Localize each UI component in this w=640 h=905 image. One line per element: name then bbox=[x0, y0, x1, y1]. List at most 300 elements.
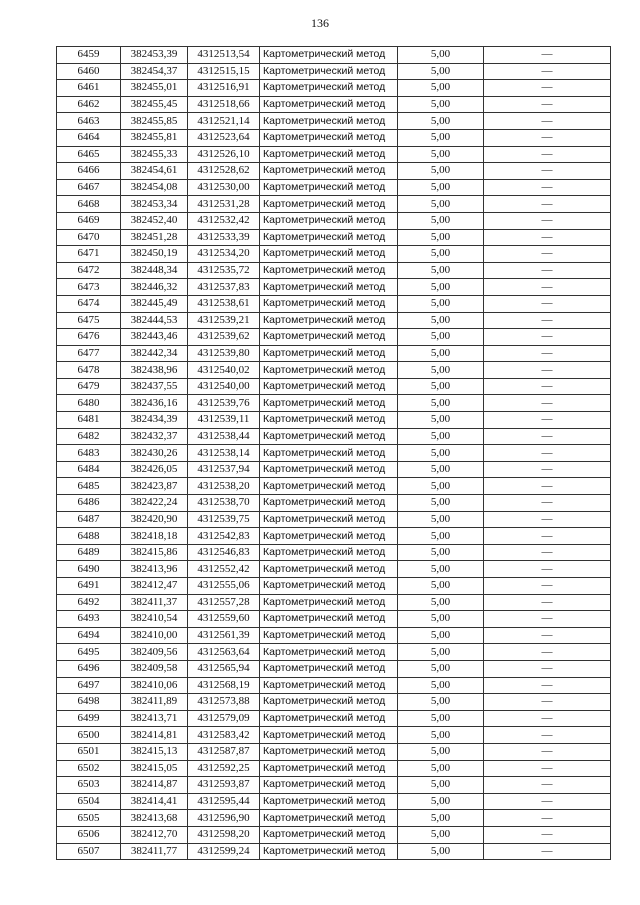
coordinates-table bbox=[56, 46, 611, 860]
x-coordinate-cell: 382444,53 bbox=[121, 312, 188, 329]
description-cell: — bbox=[484, 594, 611, 611]
x-coordinate-cell: 382454,08 bbox=[121, 179, 188, 196]
table-row bbox=[57, 793, 611, 810]
y-coordinate-cell: 4312539,11 bbox=[188, 412, 260, 429]
point-number-cell: 6477 bbox=[57, 345, 121, 362]
table-row bbox=[57, 710, 611, 727]
x-coordinate-cell: 382413,96 bbox=[121, 561, 188, 578]
table-row bbox=[57, 229, 611, 246]
y-coordinate-cell: 4312561,39 bbox=[188, 627, 260, 644]
point-number-cell: 6503 bbox=[57, 777, 121, 794]
y-coordinate-cell: 4312516,91 bbox=[188, 80, 260, 97]
table-row bbox=[57, 212, 611, 229]
accuracy-cell: 5,00 bbox=[398, 113, 484, 130]
method-cell: Картометрический метод bbox=[260, 826, 398, 843]
x-coordinate-cell: 382453,39 bbox=[121, 47, 188, 64]
method-cell: Картометрический метод bbox=[260, 694, 398, 711]
method-cell: Картометрический метод bbox=[260, 362, 398, 379]
description-cell: — bbox=[484, 47, 611, 64]
accuracy-cell: 5,00 bbox=[398, 528, 484, 545]
y-coordinate-cell: 4312598,20 bbox=[188, 826, 260, 843]
table-row bbox=[57, 312, 611, 329]
method-cell: Картометрический метод bbox=[260, 727, 398, 744]
point-number-cell: 6490 bbox=[57, 561, 121, 578]
point-number-cell: 6479 bbox=[57, 378, 121, 395]
method-cell: Картометрический метод bbox=[260, 63, 398, 80]
table-row bbox=[57, 96, 611, 113]
x-coordinate-cell: 382409,58 bbox=[121, 660, 188, 677]
accuracy-cell: 5,00 bbox=[398, 129, 484, 146]
point-number-cell: 6483 bbox=[57, 445, 121, 462]
x-coordinate-cell: 382434,39 bbox=[121, 412, 188, 429]
accuracy-cell: 5,00 bbox=[398, 345, 484, 362]
method-cell: Картометрический метод bbox=[260, 262, 398, 279]
table-row bbox=[57, 495, 611, 512]
description-cell: — bbox=[484, 163, 611, 180]
description-cell: — bbox=[484, 212, 611, 229]
point-number-cell: 6473 bbox=[57, 279, 121, 296]
method-cell: Картометрический метод bbox=[260, 47, 398, 64]
point-number-cell: 6470 bbox=[57, 229, 121, 246]
table-row bbox=[57, 461, 611, 478]
point-number-cell: 6462 bbox=[57, 96, 121, 113]
accuracy-cell: 5,00 bbox=[398, 428, 484, 445]
point-number-cell: 6486 bbox=[57, 495, 121, 512]
point-number-cell: 6476 bbox=[57, 329, 121, 346]
x-coordinate-cell: 382411,89 bbox=[121, 694, 188, 711]
point-number-cell: 6494 bbox=[57, 627, 121, 644]
x-coordinate-cell: 382453,34 bbox=[121, 196, 188, 213]
method-cell: Картометрический метод bbox=[260, 378, 398, 395]
point-number-cell: 6491 bbox=[57, 578, 121, 595]
description-cell: — bbox=[484, 660, 611, 677]
method-cell: Картометрический метод bbox=[260, 660, 398, 677]
y-coordinate-cell: 4312515,15 bbox=[188, 63, 260, 80]
accuracy-cell: 5,00 bbox=[398, 362, 484, 379]
point-number-cell: 6461 bbox=[57, 80, 121, 97]
accuracy-cell: 5,00 bbox=[398, 810, 484, 827]
method-cell: Картометрический метод bbox=[260, 578, 398, 595]
point-number-cell: 6495 bbox=[57, 644, 121, 661]
y-coordinate-cell: 4312568,19 bbox=[188, 677, 260, 694]
x-coordinate-cell: 382409,56 bbox=[121, 644, 188, 661]
table-row bbox=[57, 777, 611, 794]
accuracy-cell: 5,00 bbox=[398, 163, 484, 180]
accuracy-cell: 5,00 bbox=[398, 395, 484, 412]
y-coordinate-cell: 4312537,94 bbox=[188, 461, 260, 478]
table-row bbox=[57, 561, 611, 578]
point-number-cell: 6489 bbox=[57, 544, 121, 561]
point-number-cell: 6484 bbox=[57, 461, 121, 478]
y-coordinate-cell: 4312513,54 bbox=[188, 47, 260, 64]
table-row bbox=[57, 279, 611, 296]
x-coordinate-cell: 382410,06 bbox=[121, 677, 188, 694]
point-number-cell: 6487 bbox=[57, 511, 121, 528]
table-row bbox=[57, 445, 611, 462]
y-coordinate-cell: 4312533,39 bbox=[188, 229, 260, 246]
method-cell: Картометрический метод bbox=[260, 611, 398, 628]
x-coordinate-cell: 382442,34 bbox=[121, 345, 188, 362]
point-number-cell: 6488 bbox=[57, 528, 121, 545]
x-coordinate-cell: 382455,85 bbox=[121, 113, 188, 130]
accuracy-cell: 5,00 bbox=[398, 660, 484, 677]
x-coordinate-cell: 382414,41 bbox=[121, 793, 188, 810]
point-number-cell: 6498 bbox=[57, 694, 121, 711]
accuracy-cell: 5,00 bbox=[398, 578, 484, 595]
description-cell: — bbox=[484, 561, 611, 578]
description-cell: — bbox=[484, 445, 611, 462]
description-cell: — bbox=[484, 129, 611, 146]
y-coordinate-cell: 4312587,87 bbox=[188, 743, 260, 760]
y-coordinate-cell: 4312557,28 bbox=[188, 594, 260, 611]
description-cell: — bbox=[484, 777, 611, 794]
accuracy-cell: 5,00 bbox=[398, 710, 484, 727]
y-coordinate-cell: 4312555,06 bbox=[188, 578, 260, 595]
description-cell: — bbox=[484, 461, 611, 478]
accuracy-cell: 5,00 bbox=[398, 694, 484, 711]
accuracy-cell: 5,00 bbox=[398, 229, 484, 246]
y-coordinate-cell: 4312528,62 bbox=[188, 163, 260, 180]
y-coordinate-cell: 4312535,72 bbox=[188, 262, 260, 279]
table-row bbox=[57, 47, 611, 64]
point-number-cell: 6459 bbox=[57, 47, 121, 64]
accuracy-cell: 5,00 bbox=[398, 179, 484, 196]
y-coordinate-cell: 4312539,75 bbox=[188, 511, 260, 528]
point-number-cell: 6469 bbox=[57, 212, 121, 229]
description-cell: — bbox=[484, 743, 611, 760]
table-row bbox=[57, 295, 611, 312]
x-coordinate-cell: 382418,18 bbox=[121, 528, 188, 545]
description-cell: — bbox=[484, 96, 611, 113]
table-row bbox=[57, 511, 611, 528]
y-coordinate-cell: 4312526,10 bbox=[188, 146, 260, 163]
y-coordinate-cell: 4312538,14 bbox=[188, 445, 260, 462]
method-cell: Картометрический метод bbox=[260, 179, 398, 196]
point-number-cell: 6499 bbox=[57, 710, 121, 727]
accuracy-cell: 5,00 bbox=[398, 495, 484, 512]
point-number-cell: 6485 bbox=[57, 478, 121, 495]
y-coordinate-cell: 4312538,44 bbox=[188, 428, 260, 445]
accuracy-cell: 5,00 bbox=[398, 561, 484, 578]
x-coordinate-cell: 382455,81 bbox=[121, 129, 188, 146]
description-cell: — bbox=[484, 810, 611, 827]
y-coordinate-cell: 4312592,25 bbox=[188, 760, 260, 777]
y-coordinate-cell: 4312540,00 bbox=[188, 378, 260, 395]
x-coordinate-cell: 382415,13 bbox=[121, 743, 188, 760]
table-row bbox=[57, 80, 611, 97]
table-row bbox=[57, 743, 611, 760]
accuracy-cell: 5,00 bbox=[398, 544, 484, 561]
method-cell: Картометрический метод bbox=[260, 511, 398, 528]
description-cell: — bbox=[484, 295, 611, 312]
x-coordinate-cell: 382426,05 bbox=[121, 461, 188, 478]
description-cell: — bbox=[484, 710, 611, 727]
x-coordinate-cell: 382450,19 bbox=[121, 246, 188, 263]
x-coordinate-cell: 382423,87 bbox=[121, 478, 188, 495]
x-coordinate-cell: 382415,86 bbox=[121, 544, 188, 561]
table-row bbox=[57, 594, 611, 611]
description-cell: — bbox=[484, 793, 611, 810]
accuracy-cell: 5,00 bbox=[398, 760, 484, 777]
x-coordinate-cell: 382438,96 bbox=[121, 362, 188, 379]
x-coordinate-cell: 382437,55 bbox=[121, 378, 188, 395]
method-cell: Картометрический метод bbox=[260, 279, 398, 296]
method-cell: Картометрический метод bbox=[260, 760, 398, 777]
method-cell: Картометрический метод bbox=[260, 528, 398, 545]
page-number: 136 bbox=[311, 16, 329, 30]
accuracy-cell: 5,00 bbox=[398, 793, 484, 810]
method-cell: Картометрический метод bbox=[260, 146, 398, 163]
description-cell: — bbox=[484, 428, 611, 445]
y-coordinate-cell: 4312563,64 bbox=[188, 644, 260, 661]
x-coordinate-cell: 382411,77 bbox=[121, 843, 188, 860]
method-cell: Картометрический метод bbox=[260, 777, 398, 794]
description-cell: — bbox=[484, 644, 611, 661]
description-cell: — bbox=[484, 179, 611, 196]
point-number-cell: 6504 bbox=[57, 793, 121, 810]
table-row bbox=[57, 544, 611, 561]
point-number-cell: 6464 bbox=[57, 129, 121, 146]
description-cell: — bbox=[484, 329, 611, 346]
method-cell: Картометрический метод bbox=[260, 212, 398, 229]
table-row bbox=[57, 611, 611, 628]
description-cell: — bbox=[484, 544, 611, 561]
table-row bbox=[57, 262, 611, 279]
table-row bbox=[57, 528, 611, 545]
table-row bbox=[57, 362, 611, 379]
description-cell: — bbox=[484, 843, 611, 860]
table-row bbox=[57, 163, 611, 180]
description-cell: — bbox=[484, 478, 611, 495]
x-coordinate-cell: 382413,68 bbox=[121, 810, 188, 827]
method-cell: Картометрический метод bbox=[260, 96, 398, 113]
x-coordinate-cell: 382422,24 bbox=[121, 495, 188, 512]
table-row bbox=[57, 129, 611, 146]
accuracy-cell: 5,00 bbox=[398, 146, 484, 163]
point-number-cell: 6482 bbox=[57, 428, 121, 445]
y-coordinate-cell: 4312539,76 bbox=[188, 395, 260, 412]
table-row bbox=[57, 826, 611, 843]
method-cell: Картометрический метод bbox=[260, 129, 398, 146]
y-coordinate-cell: 4312539,21 bbox=[188, 312, 260, 329]
point-number-cell: 6502 bbox=[57, 760, 121, 777]
method-cell: Картометрический метод bbox=[260, 810, 398, 827]
method-cell: Картометрический метод bbox=[260, 561, 398, 578]
y-coordinate-cell: 4312595,44 bbox=[188, 793, 260, 810]
accuracy-cell: 5,00 bbox=[398, 843, 484, 860]
description-cell: — bbox=[484, 495, 611, 512]
table-body bbox=[57, 47, 611, 860]
description-cell: — bbox=[484, 694, 611, 711]
description-cell: — bbox=[484, 345, 611, 362]
method-cell: Картометрический метод bbox=[260, 710, 398, 727]
table-row bbox=[57, 478, 611, 495]
method-cell: Картометрический метод bbox=[260, 644, 398, 661]
table-row bbox=[57, 760, 611, 777]
accuracy-cell: 5,00 bbox=[398, 461, 484, 478]
point-number-cell: 6478 bbox=[57, 362, 121, 379]
point-number-cell: 6480 bbox=[57, 395, 121, 412]
x-coordinate-cell: 382448,34 bbox=[121, 262, 188, 279]
point-number-cell: 6465 bbox=[57, 146, 121, 163]
method-cell: Картометрический метод bbox=[260, 295, 398, 312]
y-coordinate-cell: 4312537,83 bbox=[188, 279, 260, 296]
method-cell: Картометрический метод bbox=[260, 627, 398, 644]
accuracy-cell: 5,00 bbox=[398, 80, 484, 97]
y-coordinate-cell: 4312538,20 bbox=[188, 478, 260, 495]
description-cell: — bbox=[484, 760, 611, 777]
table-row bbox=[57, 179, 611, 196]
x-coordinate-cell: 382445,49 bbox=[121, 295, 188, 312]
table-row bbox=[57, 627, 611, 644]
y-coordinate-cell: 4312531,28 bbox=[188, 196, 260, 213]
table-row bbox=[57, 412, 611, 429]
point-number-cell: 6467 bbox=[57, 179, 121, 196]
x-coordinate-cell: 382455,45 bbox=[121, 96, 188, 113]
table-row bbox=[57, 660, 611, 677]
x-coordinate-cell: 382443,46 bbox=[121, 329, 188, 346]
x-coordinate-cell: 382430,26 bbox=[121, 445, 188, 462]
y-coordinate-cell: 4312539,80 bbox=[188, 345, 260, 362]
point-number-cell: 6471 bbox=[57, 246, 121, 263]
table-row bbox=[57, 329, 611, 346]
y-coordinate-cell: 4312518,66 bbox=[188, 96, 260, 113]
accuracy-cell: 5,00 bbox=[398, 47, 484, 64]
description-cell: — bbox=[484, 627, 611, 644]
y-coordinate-cell: 4312534,20 bbox=[188, 246, 260, 263]
accuracy-cell: 5,00 bbox=[398, 826, 484, 843]
method-cell: Картометрический метод bbox=[260, 113, 398, 130]
accuracy-cell: 5,00 bbox=[398, 96, 484, 113]
table-row bbox=[57, 246, 611, 263]
accuracy-cell: 5,00 bbox=[398, 743, 484, 760]
point-number-cell: 6466 bbox=[57, 163, 121, 180]
y-coordinate-cell: 4312530,00 bbox=[188, 179, 260, 196]
y-coordinate-cell: 4312523,64 bbox=[188, 129, 260, 146]
x-coordinate-cell: 382410,00 bbox=[121, 627, 188, 644]
x-coordinate-cell: 382455,01 bbox=[121, 80, 188, 97]
method-cell: Картометрический метод bbox=[260, 793, 398, 810]
point-number-cell: 6505 bbox=[57, 810, 121, 827]
point-number-cell: 6493 bbox=[57, 611, 121, 628]
y-coordinate-cell: 4312593,87 bbox=[188, 777, 260, 794]
x-coordinate-cell: 382410,54 bbox=[121, 611, 188, 628]
description-cell: — bbox=[484, 279, 611, 296]
x-coordinate-cell: 382446,32 bbox=[121, 279, 188, 296]
x-coordinate-cell: 382411,37 bbox=[121, 594, 188, 611]
point-number-cell: 6496 bbox=[57, 660, 121, 677]
description-cell: — bbox=[484, 63, 611, 80]
accuracy-cell: 5,00 bbox=[398, 262, 484, 279]
x-coordinate-cell: 382414,87 bbox=[121, 777, 188, 794]
y-coordinate-cell: 4312542,83 bbox=[188, 528, 260, 545]
accuracy-cell: 5,00 bbox=[398, 312, 484, 329]
x-coordinate-cell: 382415,05 bbox=[121, 760, 188, 777]
description-cell: — bbox=[484, 611, 611, 628]
y-coordinate-cell: 4312538,61 bbox=[188, 295, 260, 312]
x-coordinate-cell: 382412,47 bbox=[121, 578, 188, 595]
description-cell: — bbox=[484, 511, 611, 528]
accuracy-cell: 5,00 bbox=[398, 478, 484, 495]
x-coordinate-cell: 382451,28 bbox=[121, 229, 188, 246]
table-row bbox=[57, 146, 611, 163]
x-coordinate-cell: 382454,61 bbox=[121, 163, 188, 180]
y-coordinate-cell: 4312538,70 bbox=[188, 495, 260, 512]
description-cell: — bbox=[484, 312, 611, 329]
description-cell: — bbox=[484, 362, 611, 379]
y-coordinate-cell: 4312552,42 bbox=[188, 561, 260, 578]
description-cell: — bbox=[484, 378, 611, 395]
method-cell: Картометрический метод bbox=[260, 229, 398, 246]
method-cell: Картометрический метод bbox=[260, 412, 398, 429]
table-row bbox=[57, 378, 611, 395]
table-row bbox=[57, 196, 611, 213]
method-cell: Картометрический метод bbox=[260, 428, 398, 445]
point-number-cell: 6506 bbox=[57, 826, 121, 843]
method-cell: Картометрический метод bbox=[260, 544, 398, 561]
y-coordinate-cell: 4312559,60 bbox=[188, 611, 260, 628]
point-number-cell: 6468 bbox=[57, 196, 121, 213]
description-cell: — bbox=[484, 113, 611, 130]
accuracy-cell: 5,00 bbox=[398, 279, 484, 296]
x-coordinate-cell: 382412,70 bbox=[121, 826, 188, 843]
y-coordinate-cell: 4312521,14 bbox=[188, 113, 260, 130]
description-cell: — bbox=[484, 528, 611, 545]
point-number-cell: 6492 bbox=[57, 594, 121, 611]
accuracy-cell: 5,00 bbox=[398, 212, 484, 229]
method-cell: Картометрический метод bbox=[260, 163, 398, 180]
description-cell: — bbox=[484, 229, 611, 246]
x-coordinate-cell: 382436,16 bbox=[121, 395, 188, 412]
table-row bbox=[57, 644, 611, 661]
method-cell: Картометрический метод bbox=[260, 196, 398, 213]
accuracy-cell: 5,00 bbox=[398, 677, 484, 694]
accuracy-cell: 5,00 bbox=[398, 611, 484, 628]
method-cell: Картометрический метод bbox=[260, 495, 398, 512]
x-coordinate-cell: 382432,37 bbox=[121, 428, 188, 445]
accuracy-cell: 5,00 bbox=[398, 412, 484, 429]
accuracy-cell: 5,00 bbox=[398, 378, 484, 395]
description-cell: — bbox=[484, 578, 611, 595]
accuracy-cell: 5,00 bbox=[398, 727, 484, 744]
x-coordinate-cell: 382414,81 bbox=[121, 727, 188, 744]
accuracy-cell: 5,00 bbox=[398, 594, 484, 611]
table-row bbox=[57, 63, 611, 80]
accuracy-cell: 5,00 bbox=[398, 63, 484, 80]
method-cell: Картометрический метод bbox=[260, 478, 398, 495]
point-number-cell: 6497 bbox=[57, 677, 121, 694]
table-row bbox=[57, 677, 611, 694]
table-row bbox=[57, 727, 611, 744]
method-cell: Картометрический метод bbox=[260, 345, 398, 362]
description-cell: — bbox=[484, 395, 611, 412]
y-coordinate-cell: 4312583,42 bbox=[188, 727, 260, 744]
method-cell: Картометрический метод bbox=[260, 445, 398, 462]
point-number-cell: 6501 bbox=[57, 743, 121, 760]
method-cell: Картометрический метод bbox=[260, 312, 398, 329]
x-coordinate-cell: 382452,40 bbox=[121, 212, 188, 229]
table-row bbox=[57, 345, 611, 362]
point-number-cell: 6463 bbox=[57, 113, 121, 130]
description-cell: — bbox=[484, 80, 611, 97]
method-cell: Картометрический метод bbox=[260, 246, 398, 263]
y-coordinate-cell: 4312539,62 bbox=[188, 329, 260, 346]
method-cell: Картометрический метод bbox=[260, 461, 398, 478]
table-row bbox=[57, 810, 611, 827]
table-row bbox=[57, 428, 611, 445]
point-number-cell: 6472 bbox=[57, 262, 121, 279]
y-coordinate-cell: 4312546,83 bbox=[188, 544, 260, 561]
